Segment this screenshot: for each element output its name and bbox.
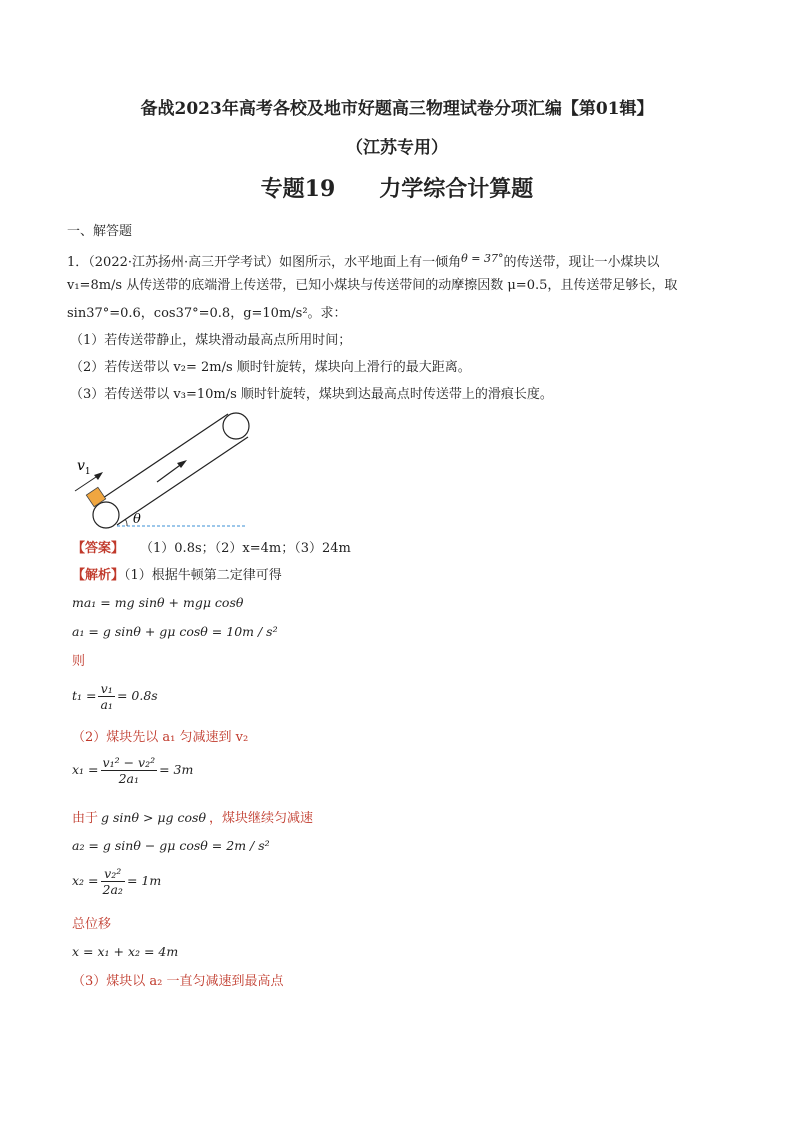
step-2-label: （2）煤块先以 a₁ 匀减速到 v₂ <box>72 730 249 745</box>
x1-denominator: 2a₁ <box>118 771 140 786</box>
belt-top-edge <box>97 414 228 502</box>
since-prefix: 由于 <box>72 811 99 826</box>
analysis-intro: （1）根据牛顿第二定律可得 <box>124 568 282 583</box>
angle-arc <box>125 519 127 526</box>
problem-intro-cont: 的传送带，现让一小煤块以 <box>503 255 660 270</box>
question-2: （2）若传送带以 v₂= 2m/s 顺时针旋转，煤块向上滑行的最大距离。 <box>70 360 471 375</box>
bottom-pulley <box>93 502 119 528</box>
problem-line-3: sin37°=0.6，cos37°=0.8，g=10m/s²。求： <box>67 306 347 321</box>
x1-numerator: v₁² − v₂² <box>102 755 156 770</box>
document-title: 备战2023年高考各校及地市好题高三物理试卷分项汇编【第01辑】 <box>140 99 654 119</box>
t1-denominator: a₁ <box>100 697 113 712</box>
step-3-label: （3）煤块以 a₂ 一直匀减速到最高点 <box>72 974 284 989</box>
top-pulley <box>223 413 249 439</box>
topic-name: 力学综合计算题 <box>379 176 534 202</box>
section-heading: 一、解答题 <box>67 224 133 239</box>
total-displacement-label: 总位移 <box>72 917 112 932</box>
answer-tag: 【答案】 <box>72 541 125 556</box>
equation-t1: t₁ = $\frac{\text{v₁}}{\text{a₁}}$ = 0.8s <box>72 681 158 712</box>
equation-newton: ma₁ = mg sinθ + mgμ cosθ <box>72 595 244 610</box>
since-line <box>72 809 313 828</box>
conveyor-belt-figure <box>65 405 265 535</box>
question-1: （1）若传送带静止，煤块滑动最高点所用时间； <box>70 333 352 348</box>
t1-numerator: v₁ <box>98 681 114 697</box>
angle-equation: θ = 37° <box>461 252 504 265</box>
x2-numerator: v₂² <box>101 866 125 882</box>
question-3: （3）若传送带以 v₃=10m/s 顺时针旋转，煤块到达最高点时传送带上的滑痕长度。 <box>70 387 553 402</box>
analysis-intro-line <box>72 567 282 585</box>
velocity-label: $v_1$ <box>77 458 91 477</box>
since-suffix: ，煤块继续匀减速 <box>208 811 313 826</box>
problem-intro: 1．（2022·江苏扬州·高三开学考试）如图所示，水平地面上有一倾角 <box>67 255 462 270</box>
equation-x2: x₂ = $\frac{\text{v₂²}}{\text{2a₂}}$ = 1m <box>72 866 162 897</box>
equation-a2: a₂ = g sinθ − gμ cosθ = 2m / s² <box>72 838 270 853</box>
then-label: 则 <box>72 654 86 669</box>
problem-line-1 <box>67 250 659 272</box>
answer-line <box>72 540 351 558</box>
x2-denominator: 2a₂ <box>102 882 123 897</box>
belt-direction-arrow <box>157 463 183 482</box>
topic-heading <box>0 172 794 203</box>
equation-a1: a₁ = g sinθ + gμ cosθ = 10m / s² <box>72 624 278 639</box>
since-inequality: g sinθ > μg cosθ <box>101 810 206 825</box>
answer-text: （1）0.8s；（2）x=4m；（3）24m <box>140 541 351 556</box>
problem-line-2: v₁=8m/s 从传送带的底端滑上传送带，已知小煤块与传送带间的动摩擦因数 μ=0.5，且传送带足够长，取 <box>67 278 678 293</box>
document-subtitle: （江苏专用） <box>346 138 448 158</box>
velocity-arrowhead <box>94 472 103 480</box>
equation-x1: x₁ = $\frac{\text{v₁² − v₂²}}{\text{2a₁}}$ = 3m <box>72 755 194 786</box>
equation-total: x = x₁ + x₂ = 4m <box>72 944 179 959</box>
topic-number: 专题19 <box>260 176 336 202</box>
analysis-tag: 【解析】 <box>72 568 125 583</box>
angle-label: θ <box>133 512 141 527</box>
